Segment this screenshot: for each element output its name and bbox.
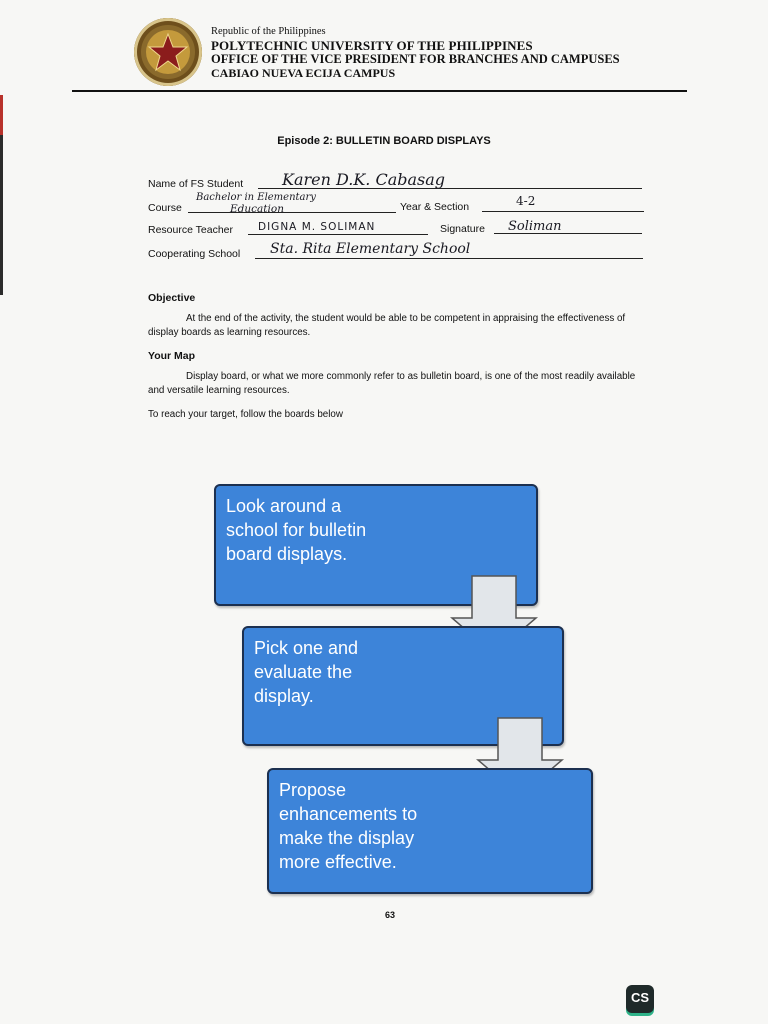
teacher-value: DIGNA M. SOLIMAN bbox=[258, 221, 376, 233]
school-label: Cooperating School bbox=[148, 248, 241, 260]
flow-step-3 bbox=[267, 768, 593, 894]
page-title: Episode 2: BULLETIN BOARD DISPLAYS bbox=[277, 135, 491, 147]
course-value-line1: Bachelor in Elementary bbox=[196, 192, 316, 203]
map-text bbox=[148, 370, 643, 398]
course-value-line2: Education bbox=[230, 203, 284, 215]
student-label: Name of FS Student bbox=[148, 178, 244, 190]
year-section-value: 4-2 bbox=[516, 194, 536, 208]
school-value: Sta. Rita Elementary School bbox=[270, 241, 471, 257]
signature-value: Soliman bbox=[508, 219, 562, 234]
flow-step-3-text: Propose enhancements to make the display more effective. bbox=[279, 780, 418, 872]
teacher-label: Resource Teacher bbox=[148, 224, 234, 236]
page-edge-mark bbox=[0, 95, 3, 135]
page-edge-mark bbox=[0, 135, 3, 295]
map-body: Display board, or what we more commonly refer to as bulletin board, is one of the most readily available and versatile learning resources. bbox=[148, 371, 636, 396]
header-campus: CABIAO NUEVA ECIJA CAMPUS bbox=[211, 66, 396, 80]
teacher-field-line bbox=[248, 234, 428, 235]
course-field-line bbox=[188, 212, 396, 213]
star-icon bbox=[146, 30, 190, 74]
objective-body: At the end of the activity, the student would be able to be competent in appraising the effectiveness of display boards as learning resources. bbox=[148, 313, 626, 338]
objective-heading: Objective bbox=[148, 292, 196, 304]
header-divider bbox=[72, 90, 687, 92]
student-name-value: Karen D.K. Cabasag bbox=[282, 170, 446, 189]
year-section-label: Year & Section bbox=[400, 201, 470, 213]
flow-step-1-text: Look around a school for bulletin board displays. bbox=[226, 496, 367, 564]
course-label: Course bbox=[148, 202, 182, 214]
university-seal-icon bbox=[134, 18, 202, 86]
signature-label: Signature bbox=[440, 223, 485, 235]
header-office: OFFICE OF THE VICE PRESIDENT FOR BRANCHES AND CAMPUSES bbox=[211, 52, 620, 66]
header-republic: Republic of the Philippines bbox=[211, 26, 326, 37]
camscanner-badge-icon: CS bbox=[626, 985, 654, 1013]
school-field-line bbox=[255, 258, 643, 259]
year-section-field-line bbox=[482, 211, 644, 212]
map-instruction: To reach your target, follow the boards below bbox=[148, 409, 343, 420]
header-university: POLYTECHNIC UNIVERSITY OF THE PHILIPPINES bbox=[211, 38, 533, 53]
objective-text bbox=[148, 312, 643, 340]
page-number: 63 bbox=[384, 910, 395, 920]
flow-step-2-text: Pick one and evaluate the display. bbox=[254, 638, 359, 706]
map-heading: Your Map bbox=[148, 350, 196, 362]
